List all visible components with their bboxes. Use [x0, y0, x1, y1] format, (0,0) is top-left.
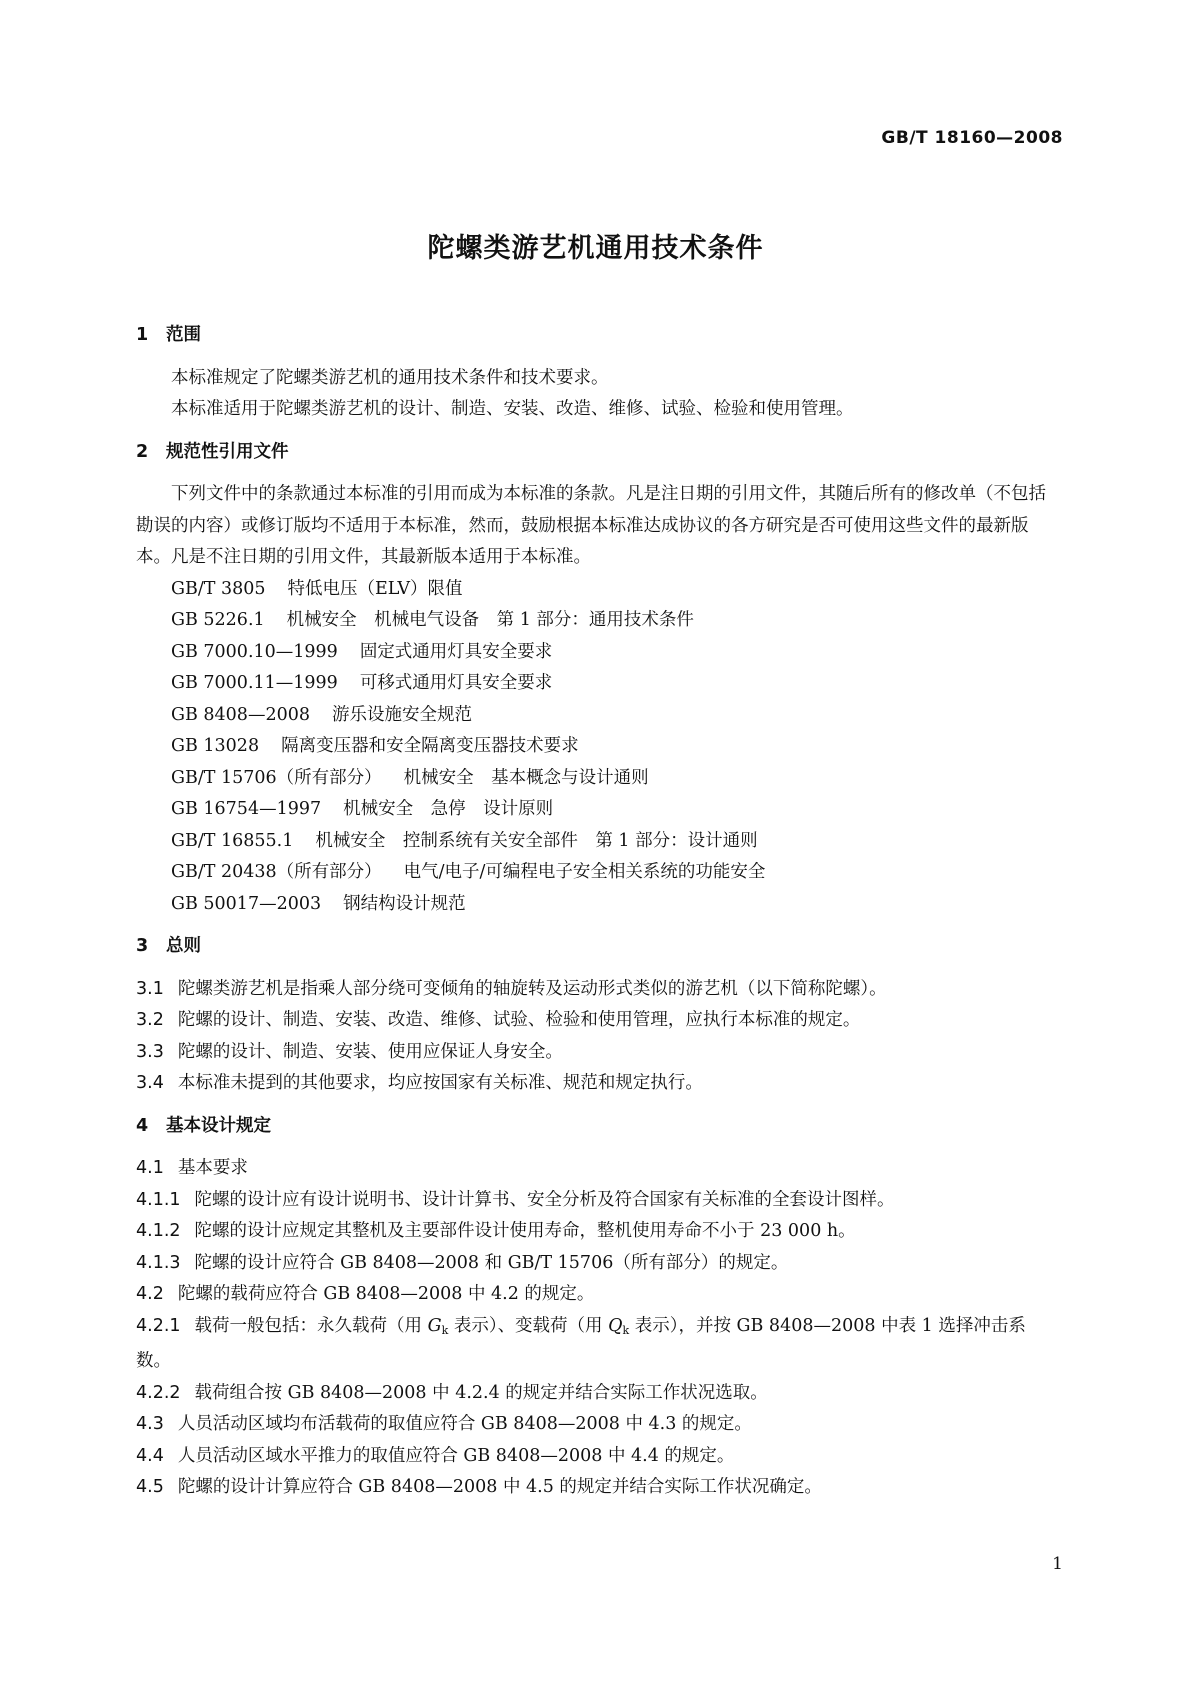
- clause-text: 陀螺的设计、制造、安装、改造、维修、试验、检验和使用管理，应执行本标准的规定。: [177, 1010, 861, 1030]
- clause-text: 人员活动区域均布活载荷的取值应符合 GB 8408—2008 中 4.3 的规定。: [177, 1414, 752, 1434]
- clause: [136, 1153, 1056, 1185]
- clause: [136, 1378, 1056, 1410]
- reference-item: [136, 857, 1056, 889]
- section-heading-2: 2 规范性引用文件: [136, 441, 289, 462]
- clause-text: 陀螺的设计应规定其整机及主要部件设计使用寿命，整机使用寿命不小于 23 000 h。: [194, 1221, 856, 1241]
- clause-number: 4.2.2: [136, 1382, 181, 1403]
- clause: [136, 1441, 1056, 1473]
- clause: [136, 1068, 1056, 1100]
- reference-item: [136, 637, 1056, 669]
- clause-number: 4.5: [136, 1477, 164, 1497]
- clause: [136, 974, 1056, 1006]
- reference-title: 机械安全 控制系统有关安全部件 第 1 部分：设计通则: [315, 830, 758, 851]
- clause-text: 载荷组合按 GB 8408—2008 中 4.2.4 的规定并结合实际工作状况选取。: [194, 1382, 768, 1403]
- reference-code: GB/T 3805: [171, 578, 266, 599]
- reference-title: 机械安全 基本概念与设计通则: [403, 767, 649, 788]
- reference-item: [136, 794, 1056, 826]
- reference-code: GB 50017—2003: [171, 893, 322, 914]
- reference-title: 固定式通用灯具安全要求: [359, 641, 553, 662]
- clause-text: 陀螺的载荷应符合 GB 8408—2008 中 4.2 的规定。: [177, 1284, 595, 1304]
- clause-list: [136, 974, 1056, 1100]
- reference-title: 可移式通用灯具安全要求: [359, 673, 553, 693]
- reference-item: [136, 763, 1056, 795]
- paragraph: 下列文件中的条款通过本标准的引用而成为本标准的条款。凡是注日期的引用文件，其随后所有的修改单（不包括勘误的内容）或修订版均不适用于本标准，然而，鼓励根据本标准达成协议的各方研究是否可使用这些文件的最新版本。凡是不注日期的引用文件，其最新版本适用于本标准。: [136, 484, 1046, 567]
- reference-code: GB/T 16855.1: [171, 830, 294, 851]
- reference-code: GB 13028: [171, 736, 260, 756]
- reference-title: 隔离变压器和安全隔离变压器技术要求: [281, 736, 579, 756]
- section-heading-1: 1 范围: [136, 325, 201, 345]
- reference-code: GB 16754—1997: [171, 799, 322, 819]
- page-number: 1: [1052, 1554, 1063, 1574]
- reference-item: [136, 700, 1056, 732]
- clause: [136, 1409, 1056, 1441]
- clause: [136, 1005, 1056, 1037]
- reference-item: [136, 889, 1056, 921]
- clause-text: 陀螺的设计、制造、安装、使用应保证人身安全。: [177, 1041, 563, 1062]
- clause-number: 4.1.3: [136, 1252, 181, 1273]
- reference-code: GB/T 15706（所有部分）: [171, 767, 382, 788]
- clause: [136, 1279, 1056, 1311]
- reference-item: [136, 605, 1056, 637]
- clause-text: 人员活动区域水平推力的取值应符合 GB 8408—2008 中 4.4 的规定。: [177, 1445, 735, 1466]
- clause-number: 3.3: [136, 1041, 164, 1062]
- reference-code: GB 7000.11—1999: [171, 673, 338, 693]
- reference-title: 电气/电子/可编程电子安全相关系统的功能安全: [403, 862, 766, 882]
- clause-number: 4.1.2: [136, 1221, 181, 1241]
- clause-text: 本标准未提到的其他要求，均应按国家有关标准、规范和规定执行。: [177, 1073, 703, 1093]
- document-title: 陀螺类游艺机通用技术条件: [427, 233, 764, 264]
- reference-code: GB 5226.1: [171, 610, 265, 630]
- reference-code: GB 8408—2008: [171, 704, 310, 725]
- reference-item: [136, 826, 1056, 858]
- document-code: GB/T 18160—2008: [881, 128, 1063, 148]
- clause-number: 4.4: [136, 1445, 164, 1466]
- clause-text: 陀螺类游艺机是指乘人部分绕可变倾角的轴旋转及运动形式类似的游艺机（以下简称陀螺）。: [177, 978, 887, 999]
- paragraph: 本标准规定了陀螺类游艺机的通用技术条件和技术要求。: [171, 367, 609, 388]
- clause-list: [136, 1378, 1056, 1504]
- clause-number: 3.4: [136, 1073, 164, 1093]
- clause-text: 陀螺的设计应有设计说明书、设计计算书、安全分析及符合国家有关标准的全套设计图样。: [194, 1189, 895, 1210]
- clause: [136, 1472, 1056, 1504]
- clause-number: 4.2.1: [136, 1315, 181, 1336]
- reference-title: 机械安全 机械电气设备 第 1 部分：通用技术条件: [286, 610, 694, 630]
- reference-title: 游乐设施安全规范: [331, 704, 472, 725]
- clause-number: 3.2: [136, 1010, 164, 1030]
- reference-list: [136, 574, 1056, 921]
- clause-text: 基本要求: [177, 1158, 248, 1178]
- clause: [136, 1216, 1056, 1248]
- clause: [136, 1185, 1056, 1217]
- clause-number: 4.3: [136, 1414, 164, 1434]
- reference-code: GB/T 20438（所有部分）: [171, 862, 382, 882]
- clause-number: 4.1: [136, 1158, 164, 1178]
- clause-list: [136, 1153, 1056, 1311]
- reference-title: 机械安全 急停 设计原则: [343, 799, 554, 819]
- clause: [136, 1037, 1056, 1069]
- clause: 4.2.1 载荷一般包括：永久载荷（用 $G_k$ 表示）、变载荷（用 $Q_k$ 表示），并按 GB 8408—2008 中表 1 选择冲击系数。: [136, 1311, 1056, 1378]
- clause-number: 3.1: [136, 978, 164, 999]
- reference-item: [136, 668, 1056, 700]
- reference-item: [136, 731, 1056, 763]
- clause-number: 4.2: [136, 1284, 164, 1304]
- section-heading-4: 4 基本设计规定: [136, 1115, 271, 1136]
- section-heading-3: 3 总则: [136, 936, 201, 956]
- document-body: [136, 320, 1056, 1504]
- clause: [136, 1248, 1056, 1280]
- reference-title: 特低电压（ELV）限值: [287, 578, 463, 599]
- clause-text: 陀螺的设计计算应符合 GB 8408—2008 中 4.5 的规定并结合实际工作状况确定。: [177, 1477, 822, 1497]
- clause-text: 陀螺的设计应符合 GB 8408—2008 和 GB/T 15706（所有部分）的规定。: [194, 1252, 789, 1273]
- reference-title: 钢结构设计规范: [343, 893, 466, 914]
- reference-item: [136, 574, 1056, 606]
- clause-number: 4.1.1: [136, 1189, 181, 1210]
- reference-code: GB 7000.10—1999: [171, 641, 338, 662]
- paragraph: 本标准适用于陀螺类游艺机的设计、制造、安装、改造、维修、试验、检验和使用管理。: [171, 399, 854, 419]
